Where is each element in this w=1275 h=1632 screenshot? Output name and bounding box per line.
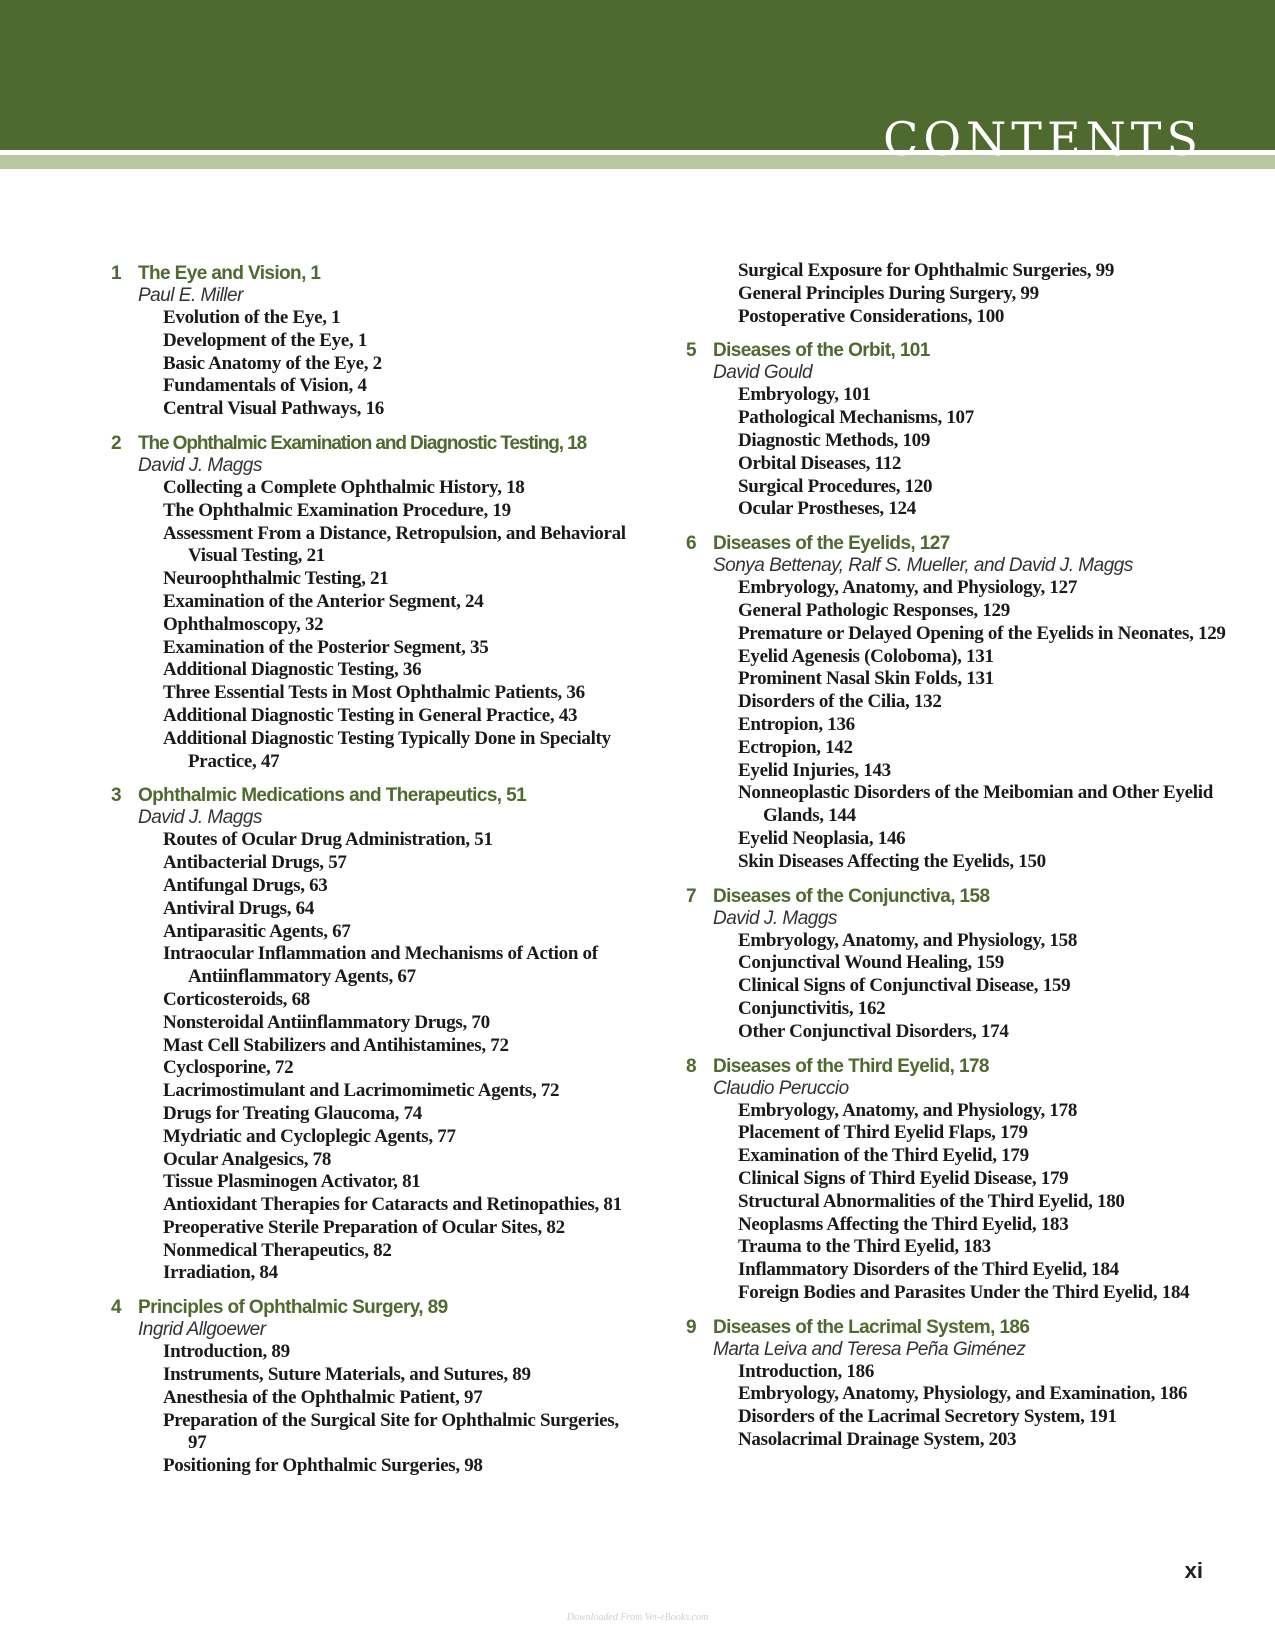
toc-entry: Ocular Analgesics, 78 [163, 1148, 332, 1170]
chapter-heading [111, 1296, 641, 1319]
toc-entry: Preoperative Sterile Preparation of Ocular Sites, 82 [163, 1216, 565, 1238]
toc-entry: Inflammatory Disorders of the Third Eyelid, 184 [738, 1259, 1119, 1281]
toc-entry: Antiviral Drugs, 64 [163, 897, 315, 919]
toc-entry: Introduction, 89 [163, 1341, 290, 1363]
toc-entry: Disorders of the Lacrimal Secretory System, 191 [738, 1406, 1117, 1428]
chapter-3 [111, 784, 641, 1285]
page-title: CONTENTS [883, 111, 1203, 166]
toc-entry: Disorders of the Cilia, 132 [738, 691, 942, 713]
chapter-title: Diseases of the Conjunctiva, 158 [713, 885, 990, 907]
toc-entry: Clinical Signs of Conjunctival Disease, 159 [738, 975, 1071, 997]
chapter-entries [111, 1341, 641, 1478]
chapter-heading [686, 1055, 1226, 1078]
toc-entry: Intraocular Inflammation and Mechanisms of Action of Antiinflammatory Agents, 67 [163, 943, 598, 988]
toc-entry: Nonneoplastic Disorders of the Meibomian and Other Eyelid Glands, 144 [738, 782, 1213, 827]
chapter-author: Paul E. Miller [138, 285, 243, 306]
chapter-heading [686, 1316, 1226, 1339]
chapter-9 [686, 1316, 1226, 1452]
toc-entry: General Pathologic Responses, 129 [738, 599, 1010, 621]
toc-entry: Other Conjunctival Disorders, 174 [738, 1020, 1009, 1042]
toc-entry: Eyelid Injuries, 143 [738, 759, 891, 781]
toc-entry: Mast Cell Stabilizers and Antihistamines, 72 [163, 1034, 509, 1056]
toc-entry: Embryology, Anatomy, Physiology, and Examination, 186 [738, 1383, 1188, 1405]
chapter-title: Diseases of the Third Eyelid, 178 [713, 1055, 989, 1077]
chapter-entries [686, 930, 1226, 1044]
chapter-heading [111, 784, 641, 807]
chapter-4 [111, 1296, 641, 1478]
chapter-author: David J. Maggs [138, 454, 262, 476]
toc-entry: Routes of Ocular Drug Administration, 51 [163, 829, 493, 851]
toc-entry: Assessment From a Distance, Retropulsion, and Behavioral Visual Testing, 21 [163, 522, 626, 567]
toc-column-left [111, 262, 641, 1489]
toc-entry: Anesthesia of the Ophthalmic Patient, 97 [163, 1386, 483, 1408]
toc-entry: Antifungal Drugs, 63 [163, 874, 328, 896]
chapter-title: Diseases of the Orbit, 101 [713, 340, 930, 362]
toc-entry: Postoperative Considerations, 100 [738, 305, 1005, 327]
chapter-author: Sonya Bettenay, Ralf S. Mueller, and David J. Maggs [713, 555, 1133, 577]
toc-entry: Structural Abnormalities of the Third Eyelid, 180 [738, 1190, 1125, 1212]
toc-entry: Diagnostic Methods, 109 [738, 429, 931, 451]
chapter-entries [686, 577, 1226, 873]
toc-entry: Instruments, Suture Materials, and Sutures, 89 [163, 1364, 531, 1386]
toc-entry: Preparation of the Surgical Site for Ophthalmic Surgeries, 97 [163, 1409, 619, 1454]
toc-entry: Examination of the Third Eyelid, 179 [738, 1145, 1029, 1167]
toc-entry: Additional Diagnostic Testing in General Practice, 43 [163, 704, 578, 726]
watermark-text: Downloaded From Vet-eBooks.com [566, 1612, 709, 1623]
toc-entry: Irradiation, 84 [163, 1262, 278, 1284]
chapter-heading [111, 262, 641, 285]
toc-entry: Nonmedical Therapeutics, 82 [163, 1239, 392, 1261]
chapter-number: 3 [111, 785, 122, 807]
toc-entry: Examination of the Posterior Segment, 35 [163, 636, 489, 658]
toc-entry: Conjunctival Wound Healing, 159 [738, 952, 1004, 974]
chapter-number: 1 [111, 263, 122, 284]
chapter-author: Ingrid Allgoewer [138, 1319, 266, 1341]
toc-entry: Embryology, Anatomy, and Physiology, 127 [738, 577, 1078, 599]
chapter-entries [686, 1100, 1226, 1305]
chapter-entries [686, 384, 1226, 521]
chapter-author: David J. Maggs [138, 807, 262, 829]
toc-entry: Tissue Plasminogen Activator, 81 [163, 1171, 421, 1193]
chapter-number: 2 [111, 432, 122, 454]
chapter-7 [686, 885, 1226, 1044]
chapter-5 [686, 339, 1226, 521]
toc-entry: Central Visual Pathways, 16 [163, 398, 384, 420]
chapter-number: 9 [686, 1316, 697, 1338]
chapter-number: 8 [686, 1055, 697, 1077]
toc-column-right [686, 260, 1226, 1463]
toc-entry: Development of the Eye, 1 [163, 329, 368, 351]
toc-entry: Orbital Diseases, 112 [738, 452, 902, 474]
chapter-author: Marta Leiva and Teresa Peña Giménez [713, 1338, 1026, 1360]
chapter-entries [686, 1361, 1226, 1452]
continued-chapter [686, 260, 1226, 328]
toc-entry: Nasolacrimal Drainage System, 203 [738, 1429, 1017, 1451]
toc-entry: Antiparasitic Agents, 67 [163, 920, 351, 942]
continued-entries [686, 260, 1226, 328]
chapter-entries [111, 477, 641, 773]
toc-entry: Additional Diagnostic Testing Typically Done in Specialty Practice, 47 [163, 727, 611, 772]
toc-entry: Mydriatic and Cycloplegic Agents, 77 [163, 1125, 456, 1147]
toc-entry: Positioning for Ophthalmic Surgeries, 98 [163, 1455, 483, 1477]
chapter-heading [686, 532, 1226, 555]
toc-entry: Additional Diagnostic Testing, 36 [163, 659, 422, 681]
toc-entry: Placement of Third Eyelid Flaps, 179 [738, 1122, 1028, 1144]
toc-entry: Surgical Procedures, 120 [738, 475, 933, 497]
toc-entry: Embryology, Anatomy, and Physiology, 178 [738, 1099, 1078, 1121]
toc-entry: Lacrimostimulant and Lacrimomimetic Agents, 72 [163, 1080, 560, 1102]
toc-entry: Examination of the Anterior Segment, 24 [163, 590, 484, 612]
chapter-entries [111, 829, 641, 1285]
chapter-2 [111, 432, 641, 773]
toc-entry: Eyelid Neoplasia, 146 [738, 827, 906, 849]
toc-entry: Embryology, Anatomy, and Physiology, 158 [738, 929, 1078, 951]
toc-entry: Pathological Mechanisms, 107 [738, 407, 974, 429]
chapter-6 [686, 532, 1226, 873]
page-number: xi [1184, 1558, 1203, 1583]
toc-right-chapters [686, 339, 1226, 1451]
chapter-title: The Ophthalmic Examination and Diagnostic Testing, 18 [138, 432, 587, 454]
chapter-author: David J. Maggs [713, 907, 837, 929]
toc-entry: Nonsteroidal Antiinflammatory Drugs, 70 [163, 1011, 490, 1033]
toc-entry: Trauma to the Third Eyelid, 183 [738, 1236, 991, 1258]
toc-entry: General Principles During Surgery, 99 [738, 282, 1039, 304]
toc-entry: Clinical Signs of Third Eyelid Disease, 179 [738, 1167, 1069, 1189]
toc-entry: Eyelid Agenesis (Coloboma), 131 [738, 645, 994, 667]
toc-entry: Entropion, 136 [738, 713, 855, 735]
chapter-8 [686, 1055, 1226, 1305]
toc-entry: Fundamentals of Vision, 4 [163, 375, 367, 397]
toc-entry: Conjunctivitis, 162 [738, 997, 886, 1019]
toc-entry: The Ophthalmic Examination Procedure, 19 [163, 499, 511, 521]
chapter-number: 4 [111, 1297, 122, 1319]
chapter-heading [686, 885, 1226, 908]
chapter-title: Diseases of the Lacrimal System, 186 [713, 1316, 1030, 1338]
chapter-title: The Eye and Vision, 1 [138, 263, 321, 284]
toc-entry: Skin Diseases Affecting the Eyelids, 150 [738, 850, 1046, 872]
toc-entry: Neoplasms Affecting the Third Eyelid, 183 [738, 1213, 1069, 1235]
toc-entry: Neuroophthalmic Testing, 21 [163, 568, 389, 590]
chapter-number: 5 [686, 340, 697, 362]
toc-entry: Drugs for Treating Glaucoma, 74 [163, 1102, 422, 1124]
toc-entry: Antioxidant Therapies for Cataracts and Retinopathies, 81 [163, 1194, 622, 1216]
toc-entry: Ophthalmoscopy, 32 [163, 613, 324, 635]
chapter-1 [111, 262, 641, 421]
chapter-author: Claudio Peruccio [713, 1077, 849, 1099]
chapter-title: Ophthalmic Medications and Therapeutics, 51 [138, 785, 527, 807]
toc-entry: Corticosteroids, 68 [163, 988, 310, 1010]
chapter-author: David Gould [713, 362, 813, 384]
toc-entry: Ocular Prostheses, 124 [738, 498, 916, 520]
toc-entry: Premature or Delayed Opening of the Eyelids in Neonates, 129 [738, 622, 1226, 644]
toc-entry: Antibacterial Drugs, 57 [163, 852, 347, 874]
toc-entry: Cyclosporine, 72 [163, 1057, 294, 1079]
toc-entry: Evolution of the Eye, 1 [163, 307, 341, 328]
toc-entry: Surgical Exposure for Ophthalmic Surgeries, 99 [738, 260, 1115, 281]
chapter-heading [111, 432, 641, 455]
toc-entry: Prominent Nasal Skin Folds, 131 [738, 668, 994, 690]
chapter-number: 6 [686, 533, 697, 555]
toc-entry: Embryology, 101 [738, 384, 871, 406]
toc-entry: Foreign Bodies and Parasites Under the Third Eyelid, 184 [738, 1281, 1190, 1303]
chapter-entries [111, 307, 641, 421]
toc-entry: Three Essential Tests in Most Ophthalmic Patients, 36 [163, 682, 585, 704]
chapter-heading [686, 339, 1226, 362]
toc-entry: Introduction, 186 [738, 1360, 875, 1382]
toc-entry: Collecting a Complete Ophthalmic History, 18 [163, 476, 525, 498]
chapter-number: 7 [686, 885, 697, 907]
chapter-title: Diseases of the Eyelids, 127 [713, 533, 950, 555]
toc-entry: Ectropion, 142 [738, 736, 853, 758]
chapter-title: Principles of Ophthalmic Surgery, 89 [138, 1297, 448, 1319]
toc-entry: Basic Anatomy of the Eye, 2 [163, 352, 382, 374]
